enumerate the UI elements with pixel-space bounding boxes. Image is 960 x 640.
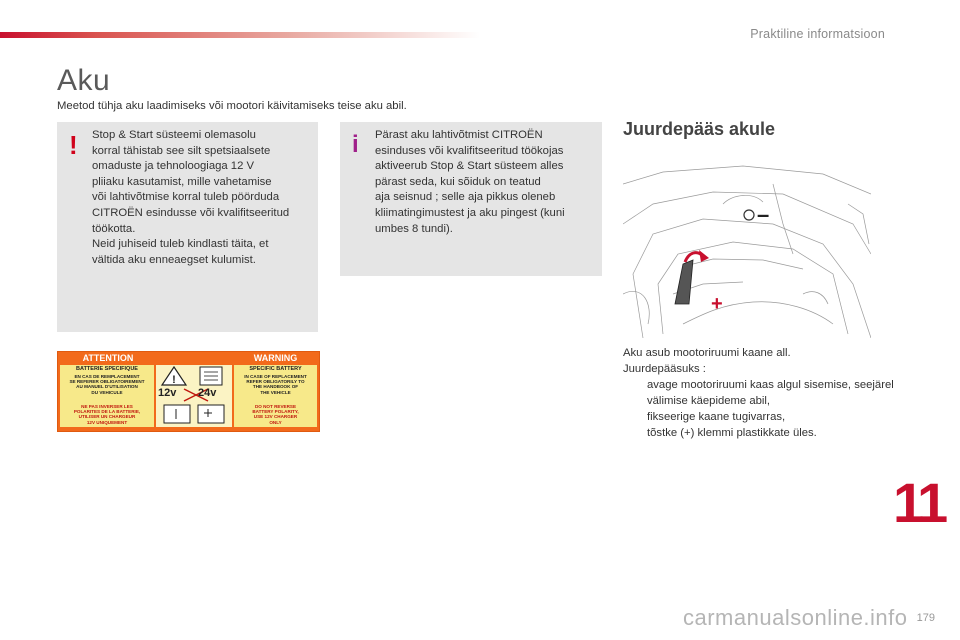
info-text: Pärast aku lahtivõtmist CITROËN esinduses või kvalifitseeritud töökojas aktiveerub Stop & Start süsteem alles pärast seda, kui sõiduk on teatud aja seisnud ; selle aja pikkus oleneb kliimatingimustest ja aku pingest (kuni umbes 8 tundi).: [375, 129, 565, 235]
list-item: [623, 409, 903, 425]
sticker-en-warn: DO NOT REVERSE BATTERY POLARITY, USE 12V CHARGER ONLY: [252, 404, 299, 425]
section-header: Praktiline informatsioon: [750, 27, 885, 41]
sticker-en-title: SPECIFIC BATTERY: [249, 366, 302, 372]
minus-sign: –: [757, 202, 770, 227]
step-text: tõstke (+) klemmi plastikkate üles.: [647, 427, 817, 439]
battery-warning-sticker: [57, 351, 320, 432]
sticker-warning: WARNING: [234, 353, 317, 364]
watermark: carmanualsonline.info: [683, 605, 908, 630]
sticker-en-panel: [234, 365, 317, 427]
sticker-fr-body: EN CAS DE REMPLACEMENT SE REFERER OBLIGATOIREMENT AU MANUEL D'UTILISATION DU VEHICULE: [69, 374, 145, 395]
list-item: [623, 425, 903, 441]
info-box: [340, 122, 602, 276]
sticker-fr-panel: [60, 365, 154, 427]
step-text: fikseerige kaane tugivarras,: [647, 411, 786, 423]
access-intro-1: Aku asub mootoriruumi kaane all.: [623, 347, 791, 359]
plus-sign: +: [711, 293, 723, 315]
warning-text: Stop & Start süsteemi olemasolu korral tähistab see silt spetsiaalsete omaduste ja tehnoloogiaga 12 V pliiaku kasutamist, mille vahetamise või lahtivõtmise korral tuleb pöörduda CITROËN esindusse või kvalifitseeritud töökotta. Neid juhiseid tuleb kindlasti täita, et vältida aku enneaegset kulumist.: [92, 129, 290, 266]
page-subtitle: Meetod tühja aku laadimiseks või mootori käivitamiseks teise aku abil.: [57, 100, 407, 112]
negative-terminal-icon: [744, 210, 754, 220]
sticker-en-body: IN CASE OF REPLACEMENT REFER OBLIGATORILY TO THE HANDBOOK OF THE VEHICLE: [244, 374, 307, 395]
sticker-fr-title: BATTERIE SPECIFIQUE: [76, 366, 138, 372]
svg-text:!: !: [172, 374, 176, 386]
chapter-number: 11: [893, 471, 945, 534]
access-intro-2: Juurdepääsuks :: [623, 363, 706, 375]
terminal-cover-icon: [675, 260, 693, 304]
page-number: 179: [916, 612, 935, 624]
step-text: avage mootoriruumi kaas algul sisemise, seejärel välimise käepideme abil,: [647, 379, 894, 407]
info-icon: i: [352, 131, 359, 158]
access-instructions: [623, 345, 903, 441]
list-item: [623, 377, 903, 409]
warning-icon: !: [69, 130, 78, 160]
sticker-12v: 12v: [158, 387, 177, 399]
header-accent-bar: [0, 32, 480, 38]
sticker-attention: ATTENTION: [60, 353, 156, 364]
engine-bay-illustration: [623, 164, 871, 338]
warning-box: [57, 122, 318, 332]
sticker-center-panel: [156, 365, 232, 427]
page-title: Aku: [57, 64, 111, 97]
access-heading: Juurdepääs akule: [623, 119, 776, 139]
sticker-24v: 24v: [198, 387, 217, 399]
sticker-fr-warn: NE PAS INVERSER LES POLARITES DE LA BATTERIE, UTILISER UN CHARGEUR 12V UNIQUEMENT: [73, 404, 141, 425]
